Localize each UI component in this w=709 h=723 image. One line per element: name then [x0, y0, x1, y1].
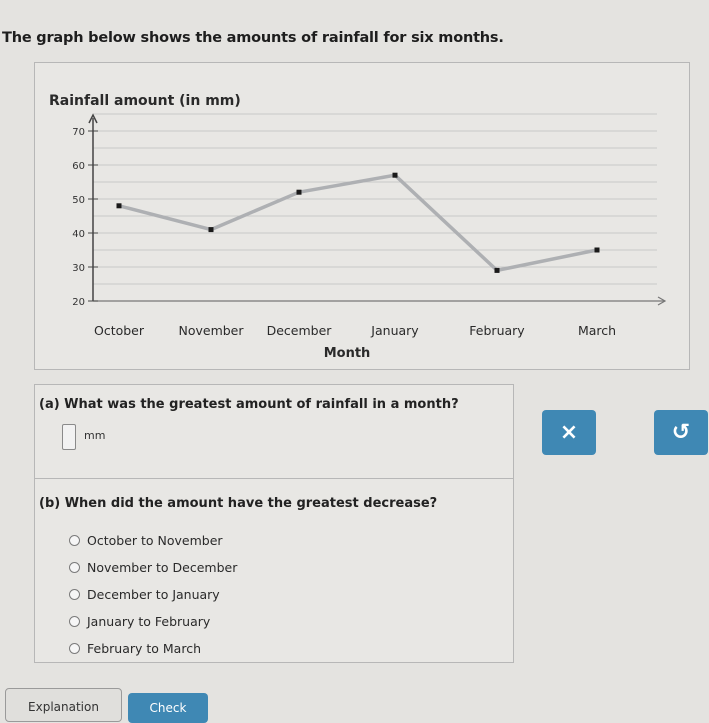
close-icon: ×	[559, 420, 579, 445]
radio-button[interactable]	[69, 589, 80, 600]
x-tick-label: October	[93, 323, 145, 338]
rainfall-graph-panel	[34, 62, 690, 370]
x-tick-label: November	[178, 323, 244, 338]
rainfall-series-line	[119, 175, 597, 270]
y-tick-label: 30	[72, 263, 85, 274]
radio-button[interactable]	[69, 643, 80, 654]
option-october-to-november[interactable]	[69, 533, 223, 548]
question-a-text: (a) What was the greatest amount of rainfall in a month?	[39, 397, 459, 412]
undo-icon: ↺	[671, 420, 691, 445]
undo-button[interactable]	[654, 410, 708, 455]
y-tick-label: 40	[72, 229, 85, 240]
check-button[interactable]: Check	[128, 693, 208, 723]
option-label: December to January	[87, 587, 220, 602]
option-january-to-february[interactable]	[69, 614, 210, 629]
rainfall-answer-input[interactable]	[62, 424, 76, 450]
option-december-to-january[interactable]	[69, 587, 220, 602]
y-tick-label: 70	[72, 127, 85, 138]
question-b-text: (b) When did the amount have the greatest decrease?	[39, 496, 438, 511]
rainfall-line-chart	[35, 63, 689, 369]
radio-button[interactable]	[69, 535, 80, 546]
option-label: November to December	[87, 560, 238, 575]
y-tick-label: 50	[72, 195, 85, 206]
data-point	[595, 248, 600, 253]
y-tick-label: 20	[72, 297, 85, 308]
option-label: February to March	[87, 641, 201, 656]
question-divider	[35, 478, 513, 479]
clear-answer-button[interactable]	[542, 410, 596, 455]
y-axis-label: Rainfall amount (in mm)	[49, 93, 241, 109]
x-tick-label: February	[469, 323, 525, 338]
data-point	[209, 227, 214, 232]
radio-button[interactable]	[69, 562, 80, 573]
questions-panel	[34, 384, 514, 663]
option-february-to-march[interactable]	[69, 641, 201, 656]
data-point	[117, 203, 122, 208]
answer-unit: mm	[84, 429, 106, 442]
x-tick-label: December	[266, 323, 332, 338]
option-label: October to November	[87, 533, 223, 548]
intro-text: The graph below shows the amounts of rainfall for six months.	[2, 30, 504, 46]
x-tick-label: January	[371, 323, 419, 338]
option-november-to-december[interactable]	[69, 560, 237, 575]
y-tick-label: 60	[72, 161, 85, 172]
explanation-button[interactable]: Explanation	[5, 688, 122, 722]
radio-button[interactable]	[69, 616, 80, 627]
x-axis-label: Month	[323, 346, 371, 361]
data-point	[393, 173, 398, 178]
data-point	[495, 268, 500, 273]
data-point	[297, 190, 302, 195]
x-tick-label: March	[577, 323, 617, 338]
option-label: January to February	[87, 614, 211, 629]
